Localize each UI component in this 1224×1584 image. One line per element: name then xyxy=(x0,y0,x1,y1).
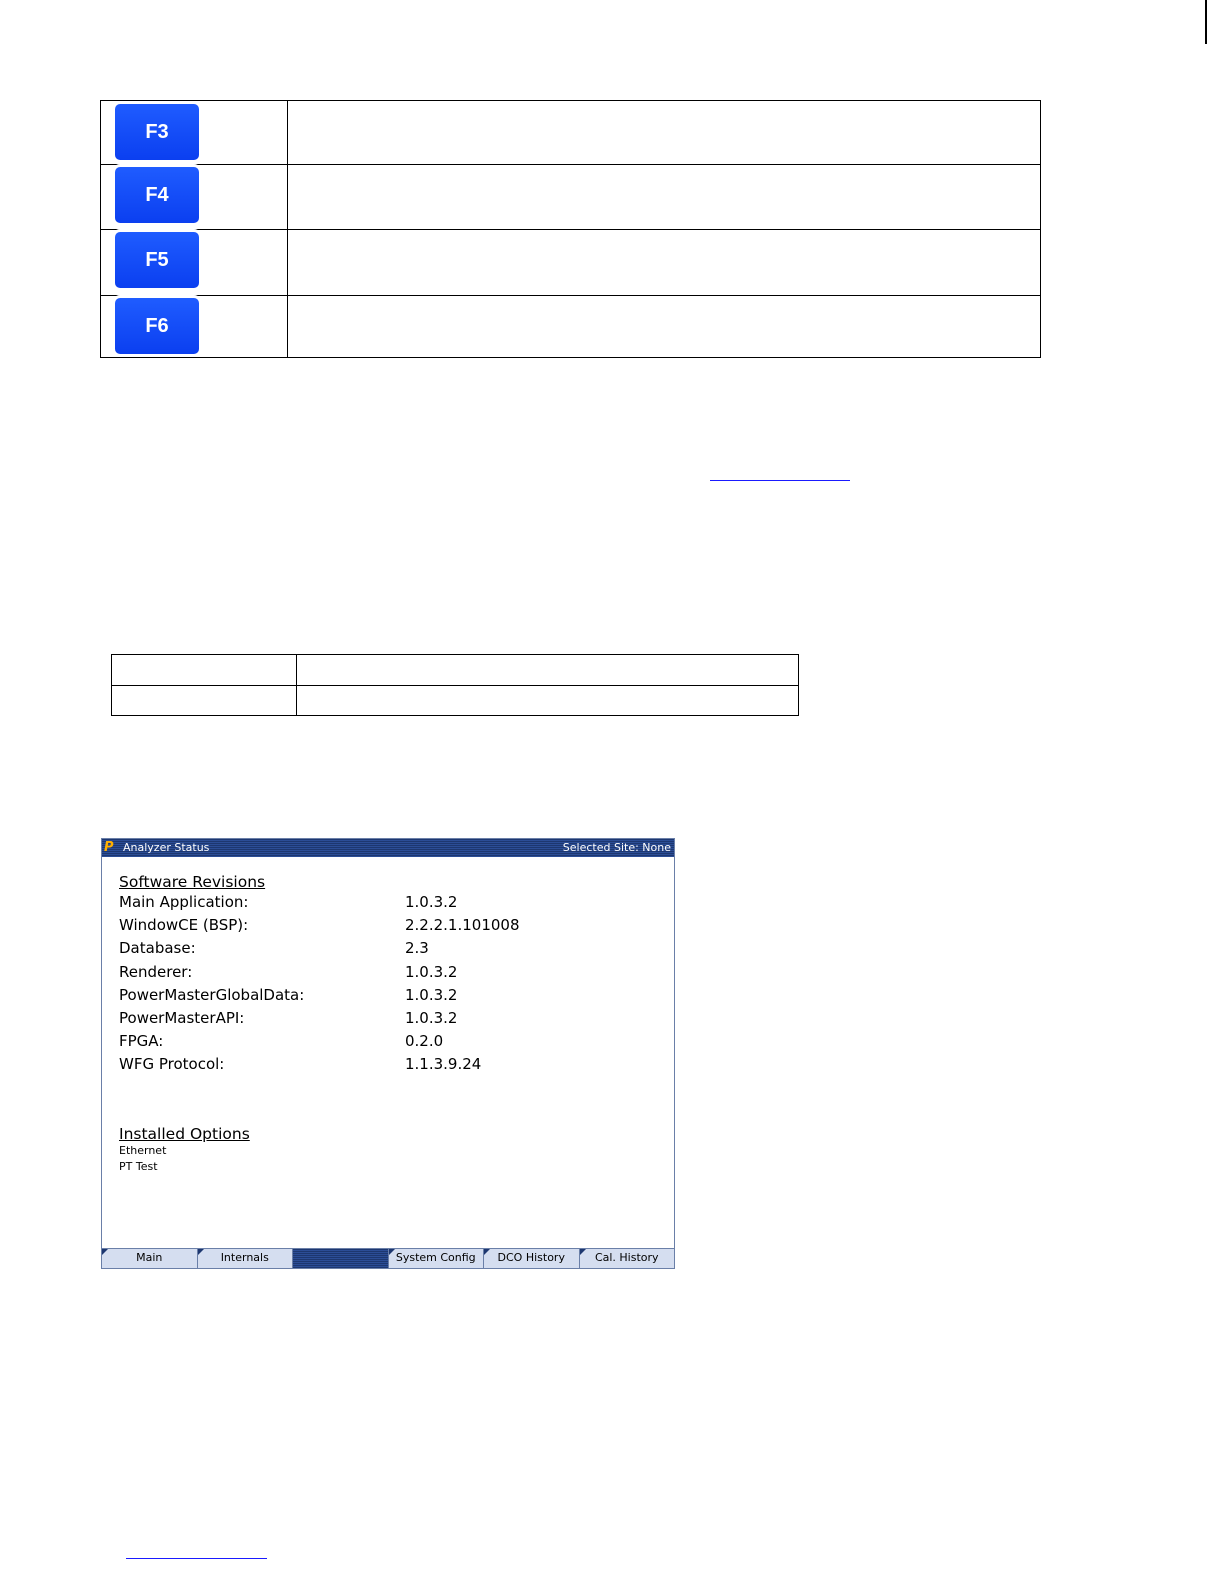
revision-value: 1.0.3.2 xyxy=(405,1008,458,1027)
title-bar xyxy=(102,839,674,857)
tab-main[interactable]: Main xyxy=(102,1249,198,1268)
tab-internals[interactable]: Internals xyxy=(198,1249,294,1268)
f6-key-button[interactable]: F6 xyxy=(115,298,199,354)
installed-options-heading: Installed Options xyxy=(119,1124,250,1143)
revision-row xyxy=(119,937,429,960)
selected-site: Selected Site: None xyxy=(562,841,671,854)
revision-row xyxy=(119,961,458,984)
revision-label: Renderer: xyxy=(119,962,193,981)
tab-system-config[interactable]: System Config xyxy=(389,1249,485,1268)
analyzer-status-screenshot xyxy=(101,838,675,1269)
revision-label: WindowCE (BSP): xyxy=(119,916,249,935)
function-key-table xyxy=(100,100,1041,358)
status-content xyxy=(119,873,520,1175)
table-row xyxy=(101,229,1040,296)
option-item: Ethernet xyxy=(119,1143,167,1157)
software-revisions-heading: Software Revisions xyxy=(119,873,266,891)
revision-value: 1.0.3.2 xyxy=(405,962,458,981)
column-divider xyxy=(296,655,297,715)
f5-key-button[interactable]: F5 xyxy=(115,232,199,288)
revision-label: WFG Protocol: xyxy=(119,1055,225,1074)
revision-row xyxy=(119,891,458,914)
revision-row xyxy=(119,1053,482,1076)
tab-dco-history[interactable]: DCO History xyxy=(484,1249,580,1268)
revision-label: Database: xyxy=(119,939,196,958)
revision-label: Main Application: xyxy=(119,893,249,911)
window-title: Analyzer Status xyxy=(123,841,210,854)
tab-cal-history[interactable]: Cal. History xyxy=(580,1249,675,1268)
revision-label: PowerMasterAPI: xyxy=(119,1008,245,1027)
revision-value: 1.0.3.2 xyxy=(405,985,458,1004)
hyperlink-underline[interactable] xyxy=(126,1558,267,1559)
revision-row xyxy=(119,914,520,937)
empty-table xyxy=(111,654,799,716)
row-divider xyxy=(112,685,798,686)
table-row xyxy=(101,164,1040,230)
app-logo-icon: P xyxy=(104,840,114,855)
revision-label: FPGA: xyxy=(119,1032,164,1051)
revision-value: 2.3 xyxy=(405,939,429,958)
hyperlink-underline[interactable] xyxy=(710,480,850,481)
revision-value: 2.2.2.1.101008 xyxy=(405,916,520,935)
tab-bar xyxy=(102,1248,674,1268)
revision-row xyxy=(119,1030,444,1053)
option-item: PT Test xyxy=(119,1159,158,1173)
f3-key-button[interactable]: F3 xyxy=(115,104,199,160)
revision-row xyxy=(119,1007,458,1030)
table-row xyxy=(101,295,1040,357)
revision-value: 1.0.3.2 xyxy=(405,893,458,911)
tab-active[interactable] xyxy=(293,1249,389,1268)
table-row xyxy=(101,101,1040,165)
revision-label: PowerMasterGlobalData: xyxy=(119,985,305,1004)
revision-value: 0.2.0 xyxy=(405,1032,444,1051)
page-edge-bar xyxy=(1205,0,1207,44)
revision-value: 1.1.3.9.24 xyxy=(405,1055,482,1074)
f4-key-button[interactable]: F4 xyxy=(115,167,199,223)
revision-row xyxy=(119,984,458,1007)
